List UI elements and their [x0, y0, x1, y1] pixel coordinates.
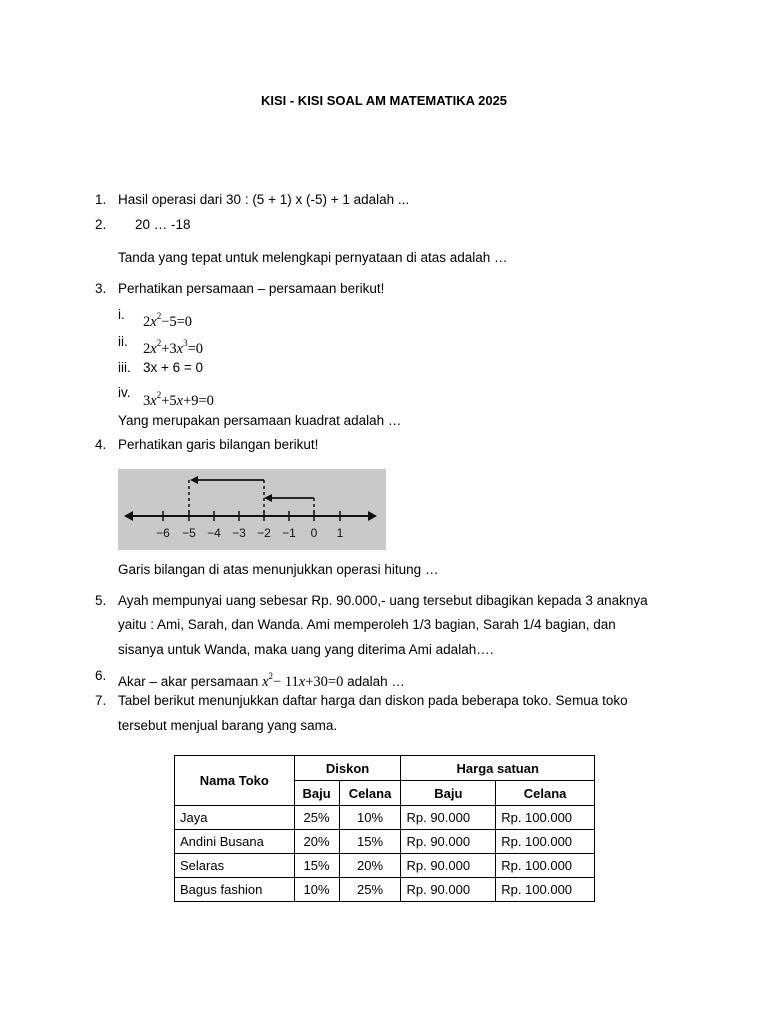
equation: $2x^2+3x^3=0$	[143, 338, 203, 357]
price-table	[174, 755, 595, 902]
question-text: Ayah mempunyai uang sebesar Rp. 90.000,- uang tersebut dibagikan kepada 3 anaknya	[118, 593, 648, 608]
header-disc-celana: Celana	[339, 781, 401, 806]
header-price-baju: Baju	[401, 781, 496, 806]
question-number: 7.	[95, 693, 107, 708]
cell-store: Bagus fashion	[175, 878, 295, 902]
roman-label: iv.	[118, 385, 131, 400]
question-5-line-2: yaitu : Ami, Sarah, dan Wanda. Ami memperoleh 1/3 bagian, Sarah 1/4 bagian, dan	[118, 617, 616, 632]
equation: $x^2- 11x+30=0$	[262, 671, 344, 690]
question-text: Tabel berikut menunjukkan daftar harga dan diskon pada beberapa toko. Semua toko	[118, 693, 628, 708]
tick-label: −1	[282, 526, 296, 540]
question-2-followup: Tanda yang tepat untuk melengkapi pernyataan di atas adalah …	[118, 250, 508, 265]
table-row	[175, 830, 595, 854]
cell-store: Jaya	[175, 806, 295, 830]
equation: $3x^2+5x+9=0$	[143, 390, 214, 409]
question-number: 2.	[95, 217, 107, 232]
table-row	[175, 854, 595, 878]
question-number: 5.	[95, 593, 107, 608]
cell-disc-celana: 25%	[339, 878, 401, 902]
cell-price-baju: Rp. 90.000	[401, 854, 496, 878]
roman-label: ii.	[118, 334, 128, 349]
table-header-row	[175, 756, 595, 781]
tick-label: −5	[182, 526, 196, 540]
roman-label: i.	[118, 307, 125, 322]
header-store: Nama Toko	[175, 756, 295, 806]
cell-price-baju: Rp. 90.000	[401, 830, 496, 854]
question-number: 4.	[95, 437, 107, 452]
question-number: 1.	[95, 192, 107, 207]
number-line-figure	[118, 469, 386, 550]
question-number: 3.	[95, 281, 107, 296]
cell-disc-celana: 15%	[339, 830, 401, 854]
cell-store: Selaras	[175, 854, 295, 878]
question-number: 6.	[95, 668, 107, 683]
cell-disc-baju: 25%	[294, 806, 339, 830]
cell-disc-celana: 10%	[339, 806, 401, 830]
tick-label: −4	[207, 526, 221, 540]
cell-price-celana: Rp. 100.000	[496, 854, 595, 878]
question-text: Hasil operasi dari 30 : (5 + 1) x (-5) + 1 adalah ...	[118, 192, 410, 207]
question-3-followup: Yang merupakan persamaan kuadrat adalah …	[118, 413, 402, 428]
header-disc-baju: Baju	[294, 781, 339, 806]
cell-price-celana: Rp. 100.000	[496, 806, 595, 830]
tick-label: 0	[310, 526, 318, 540]
tick-label: −3	[232, 526, 246, 540]
table-row	[175, 806, 595, 830]
cell-disc-baju: 10%	[294, 878, 339, 902]
roman-label: iii.	[118, 360, 131, 375]
question-4-followup: Garis bilangan di atas menunjukkan operasi hitung …	[118, 562, 439, 577]
cell-price-baju: Rp. 90.000	[401, 806, 496, 830]
question-text: 20 … -18	[135, 217, 191, 232]
question-text: Perhatikan persamaan – persamaan berikut!	[118, 281, 385, 296]
cell-disc-baju: 20%	[294, 830, 339, 854]
header-price: Harga satuan	[401, 756, 595, 781]
tick-label: 1	[336, 526, 344, 540]
cell-store: Andini Busana	[175, 830, 295, 854]
question-text: Perhatikan garis bilangan berikut!	[118, 437, 319, 452]
cell-disc-baju: 15%	[294, 854, 339, 878]
table-row	[175, 878, 595, 902]
question-text: Akar – akar persamaan $x^2- 11x+30=0$ adalah …	[118, 671, 405, 690]
question-7-line-2: tersebut menjual barang yang sama.	[118, 718, 338, 733]
equation: 3x + 6 = 0	[143, 360, 204, 375]
cell-price-celana: Rp. 100.000	[496, 878, 595, 902]
cell-price-celana: Rp. 100.000	[496, 830, 595, 854]
header-discount: Diskon	[294, 756, 401, 781]
cell-price-baju: Rp. 90.000	[401, 878, 496, 902]
tick-label: −6	[156, 526, 170, 540]
header-price-celana: Celana	[496, 781, 595, 806]
document-title: KISI - KISI SOAL AM MATEMATIKA 2025	[260, 93, 508, 108]
tick-label: −2	[257, 526, 271, 540]
cell-disc-celana: 20%	[339, 854, 401, 878]
question-5-line-3: sisanya untuk Wanda, maka uang yang diterima Ami adalah….	[118, 642, 494, 657]
equation: $2x^2-5=0$	[143, 311, 193, 330]
